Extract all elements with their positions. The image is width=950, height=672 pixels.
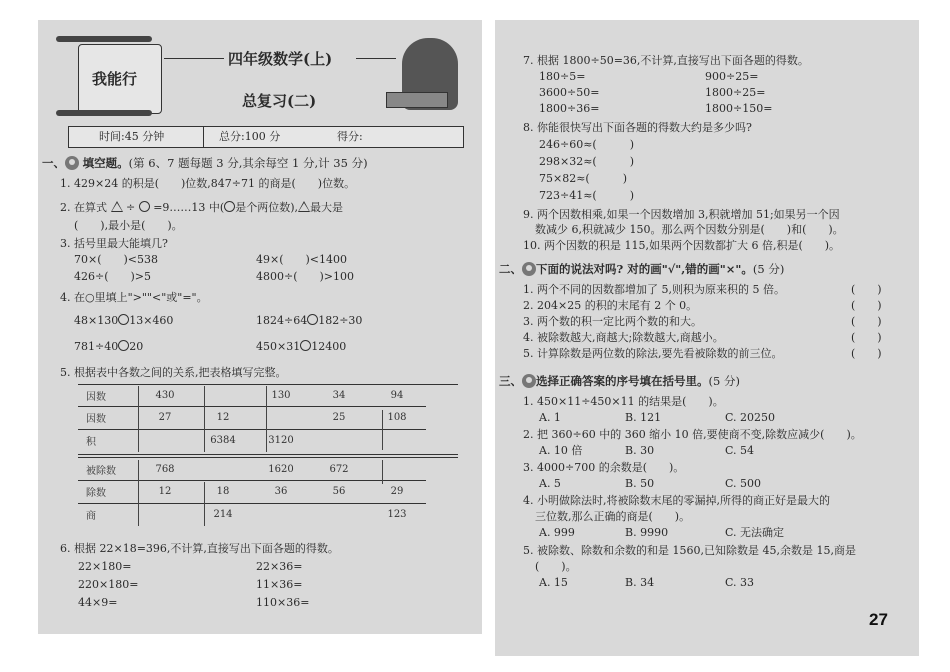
question-10: 10. 两个因数的积是 115,如果两个因数都扩大 6 倍,积是( )。 (523, 239, 841, 252)
option: A. 10 倍 (539, 444, 583, 457)
table-row: 因数 430 130 34 94 (78, 384, 426, 407)
answer-paren: ( ) (851, 331, 882, 344)
question-2-cont: ( ),最小是( )。 (74, 219, 183, 232)
table-row: 因数 27 12 25 108 (78, 407, 426, 430)
choice-5: 5. 被除数、除数和余数的和是 1560,已知除数是 45,余数是 15,商是 (523, 544, 856, 557)
q3-item: 70×( )<538 (74, 253, 159, 266)
right-page (495, 20, 919, 656)
table-row: 积 6384 3120 (86, 435, 294, 448)
judge-item: 5. 计算除数是两位数的除法,要先看被除数的前三位。 (523, 347, 783, 360)
q7-item: 1800÷25= (705, 86, 766, 99)
review-title: 总复习(二) (242, 92, 317, 110)
q7-item: 180÷5= (539, 70, 586, 83)
section1-heading: 一、 填空题。(第 6、7 题每题 3 分,其余每空 1 分,计 35 分) (42, 156, 368, 170)
section-mascot-icon (522, 374, 536, 388)
option: B. 34 (625, 576, 655, 589)
q4-item: 1824÷64 182÷30 (256, 314, 363, 327)
q6-item: 44×9= (78, 596, 118, 609)
q4-item: 48×130 13×460 (74, 314, 174, 327)
compare-circle-icon (118, 314, 129, 325)
division-table (78, 458, 426, 526)
option: C. 33 (725, 576, 755, 589)
table-row: 商 214 123 (86, 509, 407, 522)
compare-circle-icon (300, 340, 311, 351)
q6-item: 22×180= (78, 560, 132, 573)
q8-item: 246÷60≈( ) (539, 138, 635, 151)
question-9: 9. 两个因数相乘,如果一个因数增加 3,积就增加 51;如果另一个因 (523, 208, 840, 221)
choice-4: 4. 小明做除法时,将被除数末尾的零漏掉,所得的商正好是最大的 (523, 494, 830, 507)
option: B. 30 (625, 444, 655, 457)
option: C. 54 (725, 444, 755, 457)
option: C. 20250 (725, 411, 776, 424)
q4-item: 450×31 12400 (256, 340, 347, 353)
q3-item: 4800÷( )>100 (256, 270, 355, 283)
question-3: 3. 括号里最大能填几? (60, 237, 168, 250)
q3-item: 426÷( )>5 (74, 270, 152, 283)
section-mascot-icon (522, 262, 536, 276)
option: A. 15 (539, 576, 568, 589)
section-mascot-icon (65, 156, 79, 170)
scroll-rod-bottom (56, 110, 152, 116)
answer-paren: ( ) (851, 283, 882, 296)
book-icon (386, 92, 448, 108)
q7-item: 1800÷36= (539, 102, 600, 115)
q6-item: 110×36= (256, 596, 310, 609)
q7-item: 1800÷150= (705, 102, 773, 115)
time-limit: 时间:45 分钟 (99, 130, 165, 143)
triangle-icon (111, 201, 123, 212)
option: A. 1 (539, 411, 561, 424)
judge-item: 2. 204×25 的积的末尾有 2 个 0。 (523, 299, 698, 312)
choice-3: 3. 4000÷700 的余数是( )。 (523, 461, 685, 474)
choice-4-cont: 三位数,那么正确的商是( )。 (535, 510, 691, 523)
judge-item: 4. 被除数越大,商越大;除数越大,商越小。 (523, 331, 724, 344)
grade-title: 四年级数学(上) (228, 50, 333, 68)
q3-item: 49×( )<1400 (256, 253, 348, 266)
table-row: 除数 12 18 36 56 29 (78, 481, 426, 504)
question-9-cont: 数减少 6,积就减少 150。那么两个因数分别是( )和( )。 (535, 223, 844, 236)
exam-info-bar (68, 126, 464, 148)
q6-item: 220×180= (78, 578, 139, 591)
triangle-icon (298, 201, 310, 212)
answer-paren: ( ) (851, 299, 882, 312)
answer-paren: ( ) (851, 315, 882, 328)
q8-item: 298×32≈( ) (539, 155, 635, 168)
option: B. 9990 (625, 526, 669, 539)
section2-heading: 二、 下面的说法对吗? 对的画"√",错的画"×"。(5 分) (499, 262, 785, 276)
q7-item: 900÷25= (705, 70, 759, 83)
question-7: 7. 根据 1800÷50=36,不计算,直接写出下面各题的得数。 (523, 54, 809, 67)
option: B. 50 (625, 477, 655, 490)
answer-paren: ( ) (851, 347, 882, 360)
compare-circle-icon (307, 314, 318, 325)
score-field: 得分: (337, 130, 363, 143)
question-8: 8. 你能很快写出下面各题的得数大约是多少吗? (523, 121, 752, 134)
badge-text: 我能行 (92, 70, 138, 88)
total-score: 总分:100 分 (219, 130, 281, 143)
option: C. 无法确定 (725, 526, 785, 539)
q6-item: 11×36= (256, 578, 303, 591)
q4-item: 781÷40 20 (74, 340, 144, 353)
question-4: 4. 在○里填上">""<"或"="。 (60, 291, 208, 304)
question-1: 1. 429×24 的积是( )位数,847÷71 的商是( )位数。 (60, 177, 356, 190)
choice-1: 1. 450×11÷450×11 的结果是( )。 (523, 395, 724, 408)
option: A. 5 (539, 477, 561, 490)
choice-2: 2. 把 360÷60 中的 360 缩小 10 倍,要使商不变,除数应减少( )。 (523, 428, 862, 441)
option: C. 500 (725, 477, 762, 490)
option: A. 999 (539, 526, 575, 539)
q6-item: 22×36= (256, 560, 303, 573)
table-row: 被除数 768 1620 672 (78, 458, 426, 481)
circle-icon (224, 201, 235, 212)
section3-heading: 三、 选择正确答案的序号填在括号里。(5 分) (499, 374, 740, 388)
judge-item: 1. 两个不同的因数都增加了 5,则积为原来积的 5 倍。 (523, 283, 785, 296)
question-6: 6. 根据 22×18=396,不计算,直接写出下面各题的得数。 (60, 542, 339, 555)
question-2: 2. 在算式 ÷ =9……13 中( 是个两位数), 最大是 (60, 201, 344, 214)
question-5: 5. 根据表中各数之间的关系,把表格填写完整。 (60, 366, 287, 379)
circle-icon (139, 201, 150, 212)
q8-item: 723÷41≈( ) (539, 189, 635, 202)
option: B. 121 (625, 411, 662, 424)
q8-item: 75×82≈( ) (539, 172, 628, 185)
left-page (38, 20, 482, 634)
choice-5-cont: ( )。 (535, 560, 577, 573)
page-number: 27 (869, 610, 888, 629)
title-banner (56, 30, 464, 120)
scroll-rod-top (56, 36, 152, 42)
judge-item: 3. 两个数的积一定比两个数的和大。 (523, 315, 702, 328)
factor-table (78, 384, 426, 452)
compare-circle-icon (118, 340, 129, 351)
q7-item: 3600÷50= (539, 86, 600, 99)
